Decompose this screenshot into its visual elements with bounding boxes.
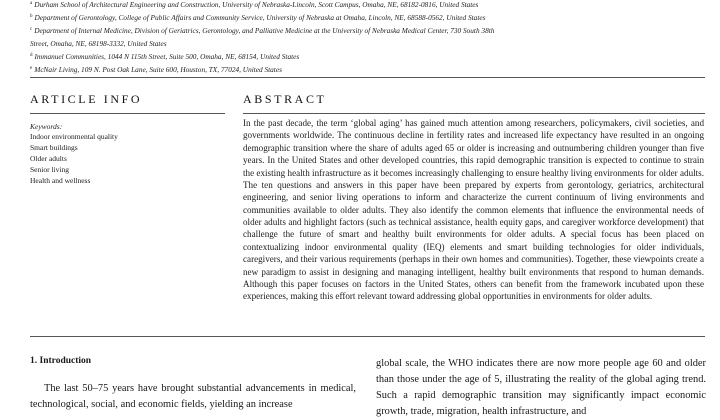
keywords-label: Keywords: [30, 122, 63, 131]
article-info-rule [30, 113, 225, 114]
keyword: Indoor environmental quality [30, 132, 118, 141]
affiliation-a: $^a$ Durham School of Architectural Engineering and Construction, University of Nebraska-Lincoln, Scott Campus, Omaha, NE, 68182-0816, United States [30, 0, 479, 9]
bottom-rule [30, 336, 705, 337]
article-info-heading: ARTICLE INFO [30, 92, 143, 106]
keyword: Older adults [30, 154, 67, 163]
introduction-heading: 1. Introduction [30, 356, 92, 366]
affiliations [30, 0, 700, 76]
keyword: Smart buildings [30, 143, 78, 152]
affiliation-d: $^d$ Immanuel Communities, 1044 N 115th Street, Suite 500, Omaha, NE, 68154, United States [30, 52, 300, 61]
keyword: Health and wellness [30, 176, 91, 185]
affiliation-b: $^b$ Department of Gerontology, College of Public Affairs and Community Service, University of Nebraska at Omaha, Lincoln, NE, 68588-0562, United States [30, 13, 486, 22]
intro-left-column: The last 50–75 years have brought substantial advancements in medical, technological, social, and economic fields, yielding an increase [30, 383, 356, 410]
affiliation-c-cont: Street, Omaha, NE, 68198-3332, United States [30, 39, 167, 48]
top-rule [30, 77, 705, 78]
abstract-rule [243, 113, 705, 114]
intro-right-column: global scale, the WHO indicates there are now more people age 60 and older than those under the age of 5, illustrating the reality of the global aging trend. Such a rapid demographic transition may significantly impact economic growth, trade, migration, health infrastructure, and [376, 358, 706, 417]
affiliation-e: $^e$ McNair Living, 109 N. Post Oak Lane, Suite 600, Houston, TX, 77024, United States [30, 65, 282, 74]
abstract-heading: ABSTRACT [243, 92, 327, 106]
keyword: Senior living [30, 165, 69, 174]
keywords-list [30, 131, 118, 186]
affiliation-c: $^c$ Department of Internal Medicine, Division of Geriatrics, Gerontology, and Palliative Medicine at the University of Nebraska Medical Center, 730 South 38th [30, 26, 495, 35]
abstract-text: In the past decade, the term ‘global aging’ has gained much attention among researchers, policymakers, civil societies, and governments worldwide. The continuous decline in fertility rates and increased life expectancy have resulted in an ongoing demographic transition where the share of adults aged 65 or older is increasing and outnumbering children younger than five years. In the United States and other developed countries, this rapid demographic transition is expected to continue to strain the existing health infrastructure as it becomes increasingly challenging to ensure healthy living environments for older adults. The ten questions and answers in this paper have been prepared by experts from gerontology, geriatrics, architectural engineering, and senior living operations to inform and characterize the current continuum of living environments and communities available to older adults. They also identify the common elements that influence the environmental needs of older adults and highlight factors (such as technical assistance, health equity gaps, and caregiver workforce development) that challenge the future of smart and healthy built environments for older adults. A special focus has been placed on contextualizing indoor environmental quality (IEQ) elements and smart building technologies for older individuals, caregivers, and their various requirements (perhaps in their own homes and communities). Together, these viewpoints create a new paradigm to assist in designing and managing intelligent, healthy built environments that respond to human demands. Although this paper focuses on factors in the United States, others can benefit from the framework incubated upon these experiences, making this effort relevant toward addressing global opportunities in environments for older adults. [243, 118, 704, 302]
